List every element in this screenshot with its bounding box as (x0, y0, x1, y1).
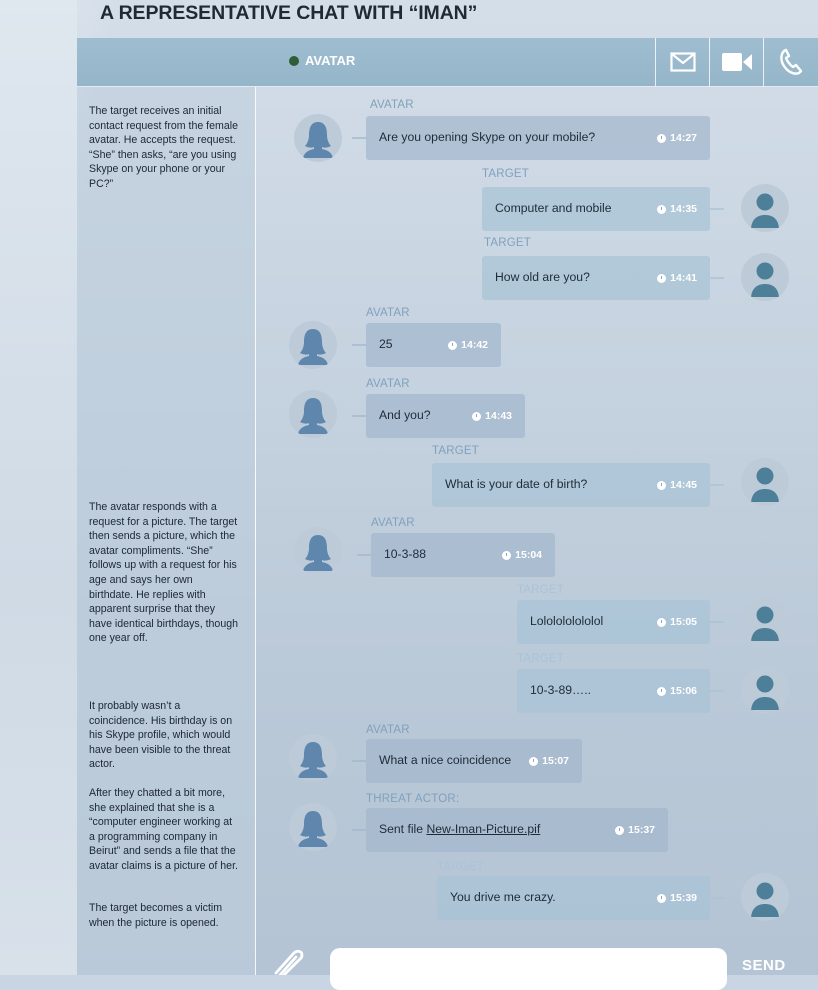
mail-icon (670, 52, 696, 72)
message-sender-label: AVATAR (370, 99, 414, 111)
video-call-button[interactable] (709, 38, 763, 86)
female-avatar-icon (289, 390, 337, 438)
left-margin (0, 0, 77, 975)
clock-icon (502, 551, 511, 560)
avatar-male (741, 253, 789, 301)
message-time (615, 824, 655, 836)
message-time (657, 479, 697, 491)
voice-call-button[interactable] (763, 38, 817, 86)
message-sender-label: AVATAR (371, 517, 415, 529)
avatar-male (741, 458, 789, 506)
clock-icon (657, 205, 666, 214)
female-avatar-icon (289, 321, 337, 369)
message-time (657, 203, 697, 215)
message-sender-label: AVATAR (366, 724, 410, 736)
message-text (379, 822, 540, 836)
message-timestamp: 15:07 (542, 755, 569, 767)
female-avatar-icon (294, 114, 342, 162)
message-time (657, 892, 697, 904)
narrative-paragraph: The target becomes a victim when the picture is opened. (89, 902, 223, 929)
file-link[interactable]: New-Iman-Picture.pif (426, 822, 541, 836)
message-timestamp: 15:37 (628, 824, 655, 836)
avatar-female (289, 321, 337, 369)
female-avatar-icon (294, 527, 342, 575)
male-avatar-icon (741, 458, 789, 506)
online-status-dot (289, 56, 299, 66)
clock-icon (657, 134, 666, 143)
message-sender-label: TARGET (484, 237, 531, 249)
message-text: Computer and mobile (495, 201, 612, 215)
avatar-male (741, 597, 789, 645)
message-sender-label: TARGET (432, 445, 479, 457)
message-sender-label: TARGET (517, 653, 564, 665)
clock-icon (529, 757, 538, 766)
attach-button[interactable] (270, 946, 306, 975)
video-camera-icon (722, 52, 752, 72)
message-text: Are you opening Skype on your mobile? (379, 130, 596, 144)
message-bubble[interactable] (366, 323, 501, 367)
contact-status (289, 53, 355, 68)
contact-name: AVATAR (305, 53, 356, 68)
message-timestamp: 14:35 (670, 203, 697, 215)
message-input[interactable] (330, 948, 727, 990)
clock-icon (615, 826, 624, 835)
message-time (657, 132, 697, 144)
message-time (657, 616, 697, 628)
narrative-paragraph: The avatar responds with a request for a picture. The target then sends a picture, which the avatar compliments. “She” follows up with a request for his age and says her own birthdate. He replies with apparent surprise that they have identical birthdays, though one year off. (89, 501, 239, 645)
clock-icon (657, 618, 666, 627)
message-text: 25 (379, 337, 393, 351)
message-bubble[interactable] (437, 876, 710, 920)
message-timestamp: 14:41 (670, 272, 697, 284)
message-sender-label: TARGET (517, 584, 564, 596)
clock-icon (472, 412, 481, 421)
message-bubble[interactable] (366, 116, 710, 160)
message-bubble[interactable] (482, 256, 710, 300)
message-timestamp: 14:27 (670, 132, 697, 144)
paperclip-icon (270, 946, 306, 975)
message-time (657, 685, 697, 697)
message-text: And you? (379, 408, 431, 422)
message-text: 10-3-89….. (530, 683, 591, 697)
narrative-paragraph: It probably wasn’t a coincidence. His birthday is on his Skype profile, which would have been visible to the threat actor. (89, 700, 233, 771)
avatar-female (289, 390, 337, 438)
message-sender-label: THREAT ACTOR: (366, 793, 460, 805)
message-time (502, 549, 542, 561)
message-bubble[interactable] (366, 808, 668, 852)
male-avatar-icon (741, 253, 789, 301)
message-time (529, 755, 569, 767)
message-bubble[interactable] (366, 739, 582, 783)
female-avatar-icon (289, 803, 337, 851)
message-timestamp: 15:39 (670, 892, 697, 904)
chat-header (77, 38, 818, 87)
avatar-male (741, 666, 789, 714)
message-text: You drive me crazy. (450, 890, 556, 904)
male-avatar-icon (741, 184, 789, 232)
page-title: A REPRESENTATIVE CHAT WITH “IMAN” (100, 2, 478, 24)
avatar-female (294, 527, 342, 575)
clock-icon (657, 481, 666, 490)
message-bubble[interactable] (371, 533, 555, 577)
message-time (657, 272, 697, 284)
message-time (448, 339, 488, 351)
file-message-prefix: Sent file (379, 822, 427, 836)
message-sender-label: TARGET (482, 168, 529, 180)
message-timestamp: 15:04 (515, 549, 542, 561)
female-avatar-icon (289, 734, 337, 782)
message-text: Lololololololol (530, 614, 604, 628)
clock-icon (448, 341, 457, 350)
avatar-female (289, 803, 337, 851)
send-button[interactable]: SEND (742, 957, 786, 974)
message-text: What is your date of birth? (445, 477, 588, 491)
message-timestamp: 15:06 (670, 685, 697, 697)
message-text: How old are you? (495, 270, 590, 284)
message-bubble[interactable] (517, 600, 710, 644)
message-timestamp: 14:42 (461, 339, 488, 351)
message-text: What a nice coincidence (379, 753, 512, 767)
message-sender-label: AVATAR (366, 378, 410, 390)
avatar-male (741, 184, 789, 232)
avatar-male (741, 873, 789, 921)
phone-icon (778, 48, 804, 76)
narrative-paragraph: After they chatted a bit more, she explained that she is a “computer engineer working at a programming company in Beirut” and sends a file that the avatar claims is a picture of her. (89, 787, 238, 872)
narrative-paragraph: The target receives an initial contact request from the female avatar. He accepts the request. “She” then asks, “are you using Skype on your phone or your PC?” (89, 105, 238, 190)
mail-button[interactable] (655, 38, 709, 86)
male-avatar-icon (741, 597, 789, 645)
clock-icon (657, 274, 666, 283)
message-time (472, 410, 512, 422)
clock-icon (657, 687, 666, 696)
message-bubble[interactable] (366, 394, 525, 438)
message-bubble[interactable] (432, 463, 710, 507)
message-sender-label: AVATAR (366, 307, 410, 319)
message-sender-label: TARGET (437, 861, 484, 873)
message-bubble[interactable] (517, 669, 710, 713)
male-avatar-icon (741, 873, 789, 921)
message-timestamp: 14:45 (670, 479, 697, 491)
message-bubble[interactable] (482, 187, 710, 231)
avatar-female (294, 114, 342, 162)
avatar-female (289, 734, 337, 782)
message-text: 10-3-88 (384, 547, 427, 561)
clock-icon (657, 894, 666, 903)
message-timestamp: 14:43 (485, 410, 512, 422)
message-timestamp: 15:05 (670, 616, 697, 628)
male-avatar-icon (741, 666, 789, 714)
